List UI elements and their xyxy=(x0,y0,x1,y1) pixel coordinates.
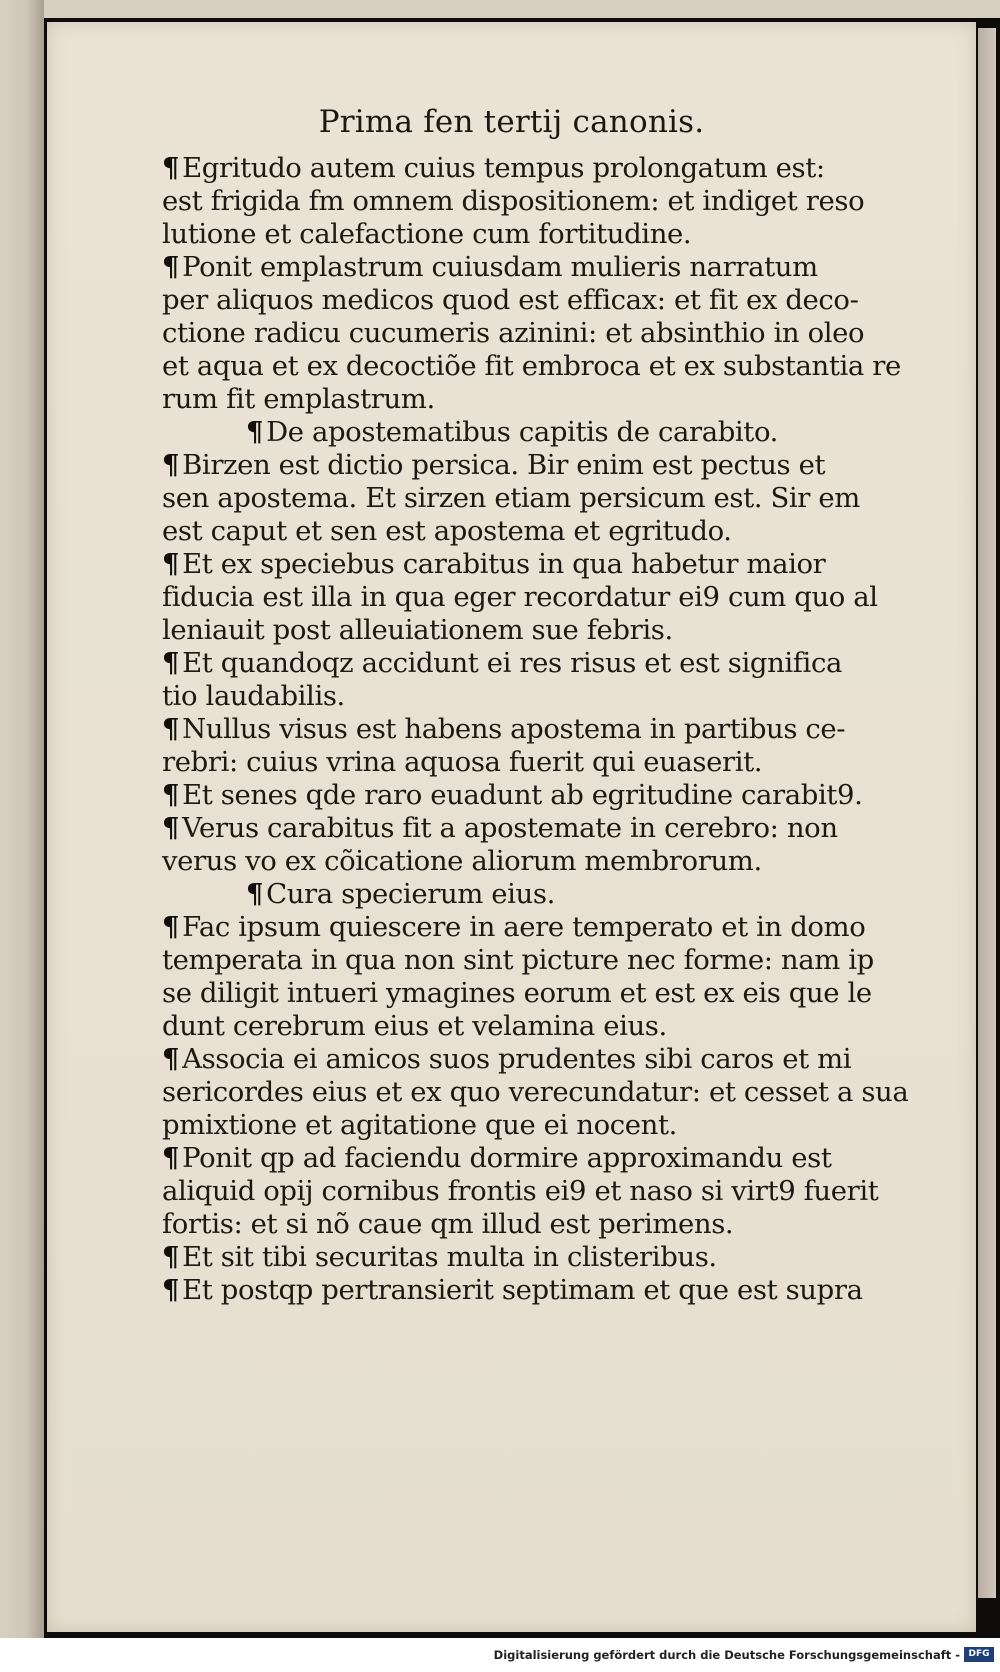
text-line xyxy=(162,1142,922,1175)
text-line xyxy=(162,1274,922,1307)
paragraph-mark: ¶ xyxy=(162,713,180,745)
text-line xyxy=(162,317,922,350)
text-line xyxy=(162,845,922,878)
line-text: fiducia est illa in qua eger recordatur ei9 cum quo al xyxy=(162,581,878,613)
line-text: est caput et sen est apostema et egritudo. xyxy=(162,515,732,547)
text-line xyxy=(162,449,922,482)
line-text: ctione radicu cucumeris azinini: et absinthio in oleo xyxy=(162,317,865,349)
line-text: est frigida fm omnem dispositionem: et indiget reso xyxy=(162,185,865,217)
text-line xyxy=(162,779,922,812)
text-line xyxy=(162,1241,922,1274)
line-text: leniauit post alleuiationem sue febris. xyxy=(162,614,673,646)
line-text: Et senes qde raro euadunt ab egritudine carabit9. xyxy=(182,779,863,811)
line-text: De apostematibus capitis de carabito. xyxy=(266,416,778,448)
line-text: Verus carabitus fit a apostemate in cerebro: non xyxy=(182,812,838,844)
text-line xyxy=(162,1109,922,1142)
text-line xyxy=(162,152,922,185)
text-line xyxy=(162,416,922,449)
line-text: lutione et calefactione cum fortitudine. xyxy=(162,218,692,250)
text-line xyxy=(162,911,922,944)
text-line xyxy=(162,746,922,779)
text-line xyxy=(162,1175,922,1208)
line-text: Cura specierum eius. xyxy=(266,878,555,910)
text-line xyxy=(162,680,922,713)
text-line xyxy=(162,1208,922,1241)
line-text: Et ex speciebus carabitus in qua habetur maior xyxy=(182,548,826,580)
text-line xyxy=(162,647,922,680)
line-text: Ponit qp ad faciendu dormire approximandu est xyxy=(182,1142,832,1174)
line-text: Et sit tibi securitas multa in clisteribus. xyxy=(182,1241,717,1273)
line-text: Et postqp pertransierit septimam et que est supra xyxy=(182,1274,863,1306)
line-text: sericordes eius et ex quo verecundatur: et cesset a sua xyxy=(162,1076,909,1108)
paragraph-mark: ¶ xyxy=(162,911,180,943)
line-text: per aliquos medicos quod est efficax: et fit ex deco- xyxy=(162,284,859,316)
line-text: Et quandoqz accidunt ei res risus et est significa xyxy=(182,647,842,679)
scan-edge-top xyxy=(0,0,1000,18)
text-line xyxy=(162,251,922,284)
paragraph-mark: ¶ xyxy=(162,647,180,679)
text-line xyxy=(162,383,922,416)
line-text: verus vo ex cõicatione aliorum membrorum. xyxy=(162,845,762,877)
line-text: et aqua et ex decoctiõe fit embroca et ex substantia re xyxy=(162,350,901,382)
text-line xyxy=(162,581,922,614)
text-line xyxy=(162,482,922,515)
paragraph-mark: ¶ xyxy=(162,152,180,184)
page-text-block xyxy=(162,152,922,1307)
text-line xyxy=(162,284,922,317)
line-text: tio laudabilis. xyxy=(162,680,345,712)
paragraph-mark: ¶ xyxy=(162,449,180,481)
line-text: rum fit emplastrum. xyxy=(162,383,435,415)
line-text: fortis: et si nõ caue qm illud est perimens. xyxy=(162,1208,734,1240)
line-text: sen apostema. Et sirzen etiam persicum est. Sir em xyxy=(162,482,860,514)
running-head: Prima fen tertij canonis. xyxy=(318,104,705,140)
footer-credit: Digitalisierung gefördert durch die Deutsche Forschungsgemeinschaft - xyxy=(493,1648,960,1662)
text-line xyxy=(162,713,922,746)
text-line xyxy=(162,218,922,251)
scan-edge-right xyxy=(978,28,996,1598)
text-line xyxy=(162,1043,922,1076)
line-text: pmixtione et agitatione que ei nocent. xyxy=(162,1109,677,1141)
text-line xyxy=(162,614,922,647)
paragraph-mark: ¶ xyxy=(162,251,180,283)
line-text: temperata in qua non sint picture nec forme: nam ip xyxy=(162,944,874,976)
paragraph-mark: ¶ xyxy=(162,1274,180,1306)
text-line xyxy=(162,1010,922,1043)
line-text: Birzen est dictio persica. Bir enim est pectus et xyxy=(182,449,826,481)
paragraph-mark: ¶ xyxy=(162,779,180,811)
digitization-footer xyxy=(0,1646,1000,1666)
line-text: Fac ipsum quiescere in aere temperato et in domo xyxy=(182,911,866,943)
line-text: Egritudo autem cuius tempus prolongatum est: xyxy=(182,152,825,184)
paragraph-mark: ¶ xyxy=(162,1241,180,1273)
paragraph-mark: ¶ xyxy=(246,416,264,448)
text-line xyxy=(162,350,922,383)
line-text: se diligit intueri ymagines eorum et est ex eis que le xyxy=(162,977,872,1009)
scan-edge-left xyxy=(0,0,44,1638)
paragraph-mark: ¶ xyxy=(162,812,180,844)
line-text: Associa ei amicos suos prudentes sibi caros et mi xyxy=(182,1043,852,1075)
text-line xyxy=(162,185,922,218)
paragraph-mark: ¶ xyxy=(162,1142,180,1174)
dfg-logo: DFG xyxy=(964,1647,994,1662)
line-text: dunt cerebrum eius et velamina eius. xyxy=(162,1010,667,1042)
text-line xyxy=(162,812,922,845)
book-page xyxy=(47,22,976,1632)
line-text: aliquid opij cornibus frontis ei9 et naso si virt9 fuerit xyxy=(162,1175,879,1207)
text-line xyxy=(162,977,922,1010)
text-line xyxy=(162,548,922,581)
text-line xyxy=(162,515,922,548)
paragraph-mark: ¶ xyxy=(162,1043,180,1075)
line-text: Nullus visus est habens apostema in partibus ce- xyxy=(182,713,846,745)
text-line xyxy=(162,878,922,911)
line-text: Ponit emplastrum cuiusdam mulieris narratum xyxy=(182,251,818,283)
line-text: rebri: cuius vrina aquosa fuerit qui euaserit. xyxy=(162,746,763,778)
text-line xyxy=(162,1076,922,1109)
text-line xyxy=(162,944,922,977)
paragraph-mark: ¶ xyxy=(246,878,264,910)
paragraph-mark: ¶ xyxy=(162,548,180,580)
